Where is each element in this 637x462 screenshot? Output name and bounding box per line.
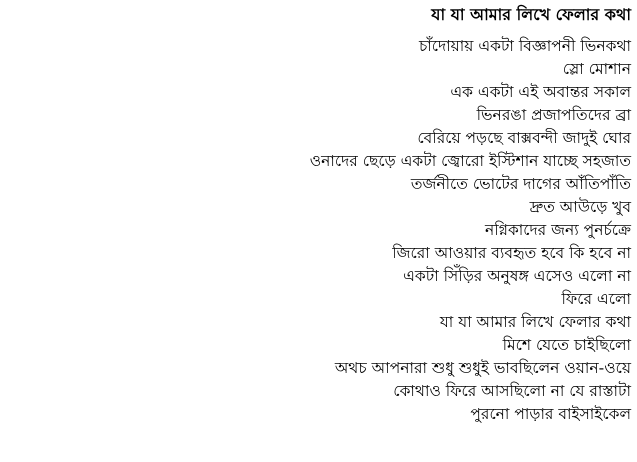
- poem-line-10: জিরো আওয়ার ব্যবহৃত হবে কি হবে না: [392, 244, 631, 262]
- poem-line-16: কোথাও ফিরে আসছিলো না যে রাস্তাটা: [393, 382, 631, 400]
- poem-line-8: দ্রুত আউড়ে খুব: [529, 198, 631, 216]
- poem-line-6: ওনাদের ছেড়ে একটা জ্বোরো ইস্টিশান যাচ্ছে সহজাত: [309, 152, 631, 170]
- poem-title: যা যা আমার লিখে ফেলার কথা: [431, 5, 631, 24]
- poem-line-12: ফিরে এলো: [561, 290, 631, 308]
- poem-line-15: অথচ আপনারা শুধু শুধুই ভাবছিলেন ওয়ান-ওয়ে: [334, 359, 631, 377]
- poem-line-11: একটা সিঁড়ির অনুষঙ্গ এসেও এলো না: [403, 267, 631, 285]
- poem-line-2: স্লো মোশান: [562, 60, 631, 78]
- poem-line-3: এক একটা এই অবান্তর সকাল: [450, 83, 631, 101]
- poem-line-9: নগ্নিকাদের জন্য পুনর্চক্রে: [484, 221, 631, 239]
- poem-line-7: তর্জনীতে ভোটের দাগের আঁতিপাঁতি: [410, 175, 631, 193]
- poem-line-1: চাঁদোয়ায় একটা বিজ্ঞাপনী ভিনকথা: [418, 37, 631, 55]
- poem-line-13: যা যা আমার লিখে ফেলার কথা: [439, 313, 631, 331]
- poem-line-14: মিশে যেতে চাইছিলো: [502, 336, 631, 354]
- poem-lines: [6, 35, 631, 426]
- poem-line-17: পুরনো পাড়ার বাইসাইকেল: [470, 405, 631, 423]
- poem-line-5: বেরিয়ে পড়ছে বাক্সবন্দী জাদুই ঘোর: [417, 129, 631, 147]
- poem-line-4: ভিনরঙা প্রজাপতিদের ব্রা: [476, 106, 631, 124]
